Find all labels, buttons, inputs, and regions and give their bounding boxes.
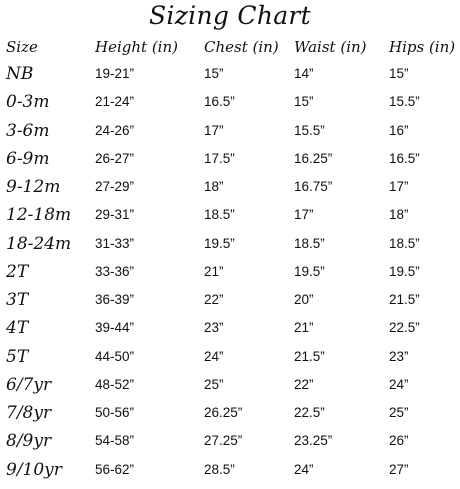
chest-cell: 17” — [204, 122, 224, 138]
chest-cell: 18.5” — [204, 207, 235, 223]
hips-cell: 25” — [389, 405, 409, 420]
waist-cell: 24” — [294, 461, 314, 477]
size-cell: 3T — [6, 290, 29, 310]
size-cell: 18-24m — [6, 233, 72, 254]
header-hips: Hips (in) — [389, 38, 456, 56]
size-cell: 9-12m — [6, 177, 61, 197]
height-cell: 27-29” — [95, 179, 135, 194]
table-body — [0, 60, 460, 484]
height-cell: 56-62” — [95, 461, 135, 477]
table-row — [0, 60, 460, 88]
chest-cell: 18” — [204, 179, 224, 194]
waist-cell: 18.5” — [294, 235, 325, 251]
table-row — [0, 286, 460, 314]
hips-cell: 16.5” — [389, 150, 420, 166]
size-cell: 9/10yr — [6, 459, 62, 480]
waist-cell: 21.5” — [294, 348, 325, 364]
height-cell: 24-26” — [95, 122, 135, 138]
hips-cell: 17” — [389, 179, 409, 194]
hips-cell: 15” — [389, 66, 409, 81]
header-size: Size — [6, 38, 38, 56]
hips-cell: 15.5” — [389, 94, 420, 110]
table-row — [0, 258, 460, 286]
size-cell: 7/8yr — [6, 403, 52, 423]
header-waist: Waist (in) — [294, 38, 367, 56]
height-cell: 54-58” — [95, 433, 135, 449]
height-cell: 48-52” — [95, 376, 135, 392]
size-cell: NB — [6, 64, 34, 84]
height-cell: 50-56” — [95, 405, 135, 420]
size-cell: 6-9m — [6, 148, 50, 169]
chest-cell: 21” — [204, 263, 224, 279]
height-cell: 33-36” — [95, 263, 135, 279]
chest-cell: 15” — [204, 66, 224, 81]
hips-cell: 21.5” — [389, 292, 420, 307]
waist-cell: 19.5” — [294, 263, 325, 279]
size-cell: 12-18m — [6, 205, 72, 226]
waist-cell: 22.5” — [294, 405, 325, 420]
waist-cell: 16.25” — [294, 150, 333, 166]
hips-cell: 26” — [389, 433, 409, 449]
size-cell: 0-3m — [6, 92, 50, 113]
chest-cell: 24” — [204, 348, 224, 364]
chest-cell: 25” — [204, 376, 224, 392]
chest-cell: 19.5” — [204, 235, 235, 251]
waist-cell: 15” — [294, 94, 314, 110]
size-cell: 3-6m — [6, 120, 50, 141]
chest-cell: 23” — [204, 320, 224, 336]
height-cell: 21-24” — [95, 94, 135, 110]
waist-cell: 14” — [294, 66, 314, 81]
size-cell: 4T — [6, 318, 29, 339]
size-cell: 6/7yr — [6, 374, 52, 395]
hips-cell: 23” — [389, 348, 409, 364]
height-cell: 39-44” — [95, 320, 135, 336]
header-chest: Chest (in) — [204, 38, 279, 56]
waist-cell: 17” — [294, 207, 314, 223]
table-row — [0, 117, 460, 145]
chest-cell: 16.5” — [204, 94, 235, 110]
hips-cell: 27” — [389, 461, 409, 477]
size-cell: 2T — [6, 261, 29, 282]
height-cell: 29-31” — [95, 207, 135, 223]
hips-cell: 19.5” — [389, 263, 420, 279]
header-height: Height (in) — [95, 38, 178, 56]
height-cell: 19-21” — [95, 66, 135, 81]
chest-cell: 26.25” — [204, 405, 243, 420]
table-row — [0, 173, 460, 201]
waist-cell: 21” — [294, 320, 314, 336]
chest-cell: 28.5” — [204, 461, 235, 477]
page-title: Sizing Chart — [148, 1, 312, 30]
hips-cell: 18.5” — [389, 235, 420, 251]
table-row — [0, 201, 460, 229]
waist-cell: 22” — [294, 376, 314, 392]
table-row — [0, 88, 460, 116]
table-row — [0, 399, 460, 427]
waist-cell: 15.5” — [294, 122, 325, 138]
chest-cell: 27.25” — [204, 433, 243, 449]
hips-cell: 16” — [389, 122, 409, 138]
waist-cell: 23.25” — [294, 433, 333, 449]
height-cell: 36-39” — [95, 292, 135, 307]
height-cell: 31-33” — [95, 235, 135, 251]
table-row — [0, 456, 460, 484]
chest-cell: 17.5” — [204, 150, 235, 166]
chest-cell: 22” — [204, 292, 224, 307]
table-row — [0, 427, 460, 455]
waist-cell: 20” — [294, 292, 314, 307]
table-row — [0, 314, 460, 342]
hips-cell: 18” — [389, 207, 409, 223]
waist-cell: 16.75” — [294, 179, 333, 194]
hips-cell: 24” — [389, 376, 409, 392]
size-cell: 5T — [6, 346, 29, 367]
hips-cell: 22.5” — [389, 320, 420, 336]
height-cell: 26-27” — [95, 150, 135, 166]
table-row — [0, 230, 460, 258]
table-header — [0, 36, 460, 58]
table-row — [0, 145, 460, 173]
table-row — [0, 371, 460, 399]
size-cell: 8/9yr — [6, 431, 52, 452]
table-row — [0, 343, 460, 371]
height-cell: 44-50” — [95, 348, 135, 364]
